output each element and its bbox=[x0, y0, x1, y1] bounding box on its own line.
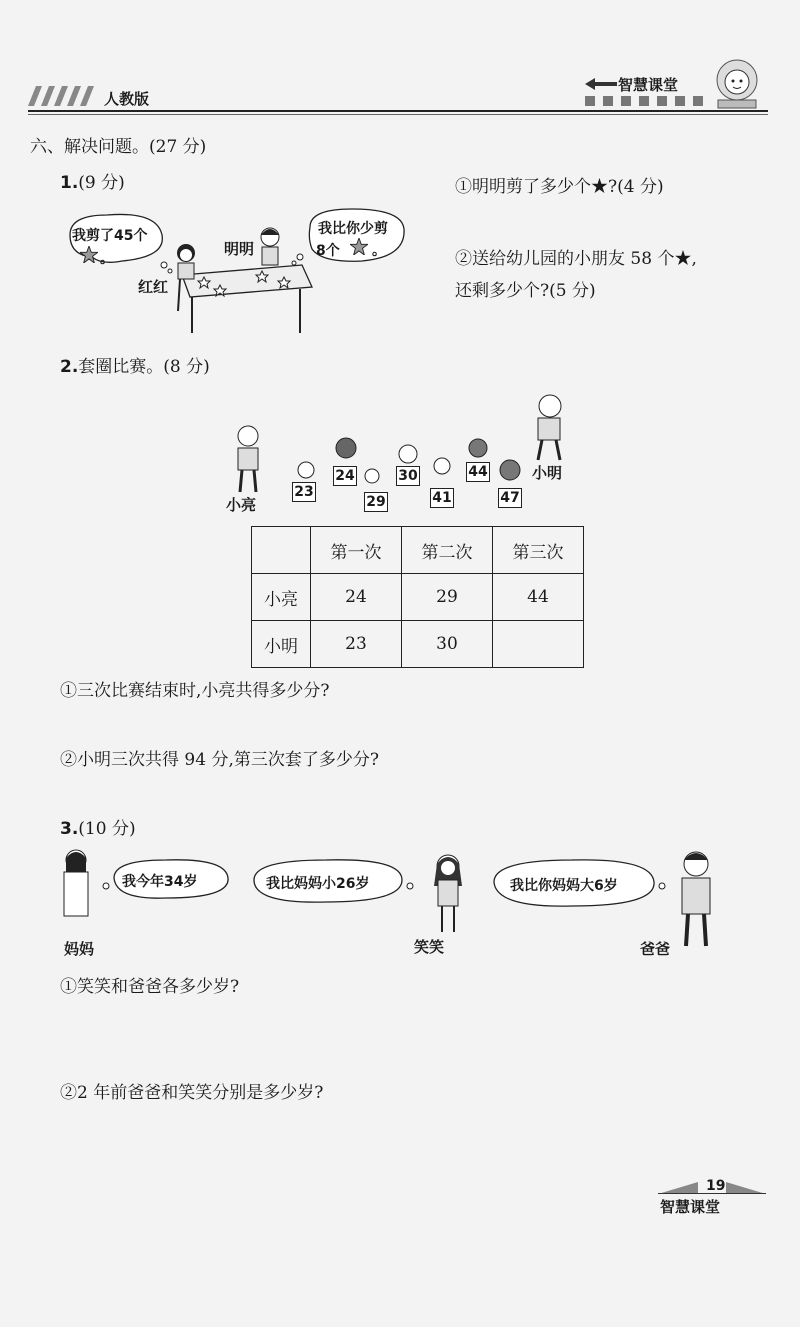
q1-bubble-left-line2: 。 bbox=[100, 251, 114, 267]
q3-bubble-girl: 我比妈妈小26岁 bbox=[266, 876, 370, 892]
table-row bbox=[252, 621, 584, 668]
target-24: 24 bbox=[333, 466, 357, 486]
q1-sub2-line2: 还剩多少个?(5 分) bbox=[455, 281, 596, 301]
table-header-row bbox=[252, 527, 584, 574]
name-honghong: 红红 bbox=[138, 278, 169, 296]
q3-heading bbox=[60, 814, 136, 839]
star-icon bbox=[80, 246, 98, 263]
name-baba: 爸爸 bbox=[640, 940, 671, 958]
q1-number: 1. bbox=[60, 173, 79, 193]
q3-bubble-mom: 我今年34岁 bbox=[122, 874, 198, 890]
target-47: 47 bbox=[498, 488, 522, 508]
q3-sub1: ①笑笑和爸爸各多少岁? bbox=[60, 977, 240, 997]
table-cell bbox=[493, 621, 584, 668]
page-number: 19 bbox=[706, 1178, 726, 1194]
q2-number: 2. bbox=[60, 357, 79, 377]
table-corner bbox=[252, 527, 311, 574]
q2-illustration bbox=[222, 384, 582, 516]
table-header: 第三次 bbox=[493, 527, 584, 574]
q3-illustration bbox=[56, 846, 736, 958]
name-mingming: 明明 bbox=[224, 240, 255, 258]
table-cell: 44 bbox=[493, 574, 584, 621]
header-rule bbox=[28, 110, 768, 112]
arrow-icon bbox=[585, 78, 617, 90]
brand-title: 智慧课堂 bbox=[618, 76, 679, 94]
section-title: 六、解决问题。(27 分) bbox=[30, 137, 207, 157]
q1-score: (9 分) bbox=[78, 173, 125, 193]
table-row bbox=[252, 574, 584, 621]
q1-bubble-right-line2: 8个 bbox=[316, 243, 340, 259]
name-xiaoxiao: 笑笑 bbox=[414, 938, 445, 956]
edition-label: 人教版 bbox=[104, 90, 150, 108]
girl-mascot-icon bbox=[708, 56, 766, 110]
target-29: 29 bbox=[364, 492, 388, 512]
table-cell: 29 bbox=[402, 574, 493, 621]
header-squares bbox=[585, 96, 705, 106]
table-row-label: 小亮 bbox=[252, 574, 311, 621]
q2-sub1: ①三次比赛结束时,小亮共得多少分? bbox=[60, 681, 330, 701]
name-xiaoming: 小明 bbox=[532, 464, 563, 482]
q1-bubble-right-line3: 。 bbox=[372, 243, 386, 259]
q1-heading bbox=[60, 168, 125, 193]
footer-brand: 智慧课堂 bbox=[660, 1198, 721, 1216]
q1-bubble-left-line1: 我剪了45个 bbox=[72, 228, 148, 244]
table-cell: 23 bbox=[311, 621, 402, 668]
name-mama: 妈妈 bbox=[64, 940, 95, 958]
target-30: 30 bbox=[396, 466, 420, 486]
q2-title: 套圈比赛。(8 分) bbox=[78, 357, 210, 377]
table-cell: 30 bbox=[402, 621, 493, 668]
q1-sub2-line1: ②送给幼儿园的小朋友 58 个★, bbox=[455, 249, 697, 269]
table-header: 第一次 bbox=[311, 527, 402, 574]
target-23: 23 bbox=[292, 482, 316, 502]
q2-heading bbox=[60, 352, 210, 377]
q3-sub2: ②2 年前爸爸和笑笑分别是多少岁? bbox=[60, 1083, 324, 1103]
header-stripes bbox=[28, 86, 98, 106]
header-rule-thin bbox=[28, 114, 768, 115]
q3-bubble-dad: 我比你妈妈大6岁 bbox=[510, 878, 618, 894]
target-41: 41 bbox=[430, 488, 454, 508]
q2-sub2: ②小明三次共得 94 分,第三次套了多少分? bbox=[60, 750, 379, 770]
table-row-label: 小明 bbox=[252, 621, 311, 668]
table-header: 第二次 bbox=[402, 527, 493, 574]
score-table bbox=[251, 526, 584, 668]
q3-number: 3. bbox=[60, 819, 79, 839]
name-xiaoliang: 小亮 bbox=[226, 496, 257, 514]
target-44: 44 bbox=[466, 462, 490, 482]
q3-score: (10 分) bbox=[78, 819, 136, 839]
table-cell: 24 bbox=[311, 574, 402, 621]
star-icon bbox=[350, 238, 368, 255]
q1-sub1: ①明明剪了多少个★?(4 分) bbox=[455, 177, 664, 197]
q1-bubble-right-line1: 我比你少剪 bbox=[318, 221, 388, 237]
